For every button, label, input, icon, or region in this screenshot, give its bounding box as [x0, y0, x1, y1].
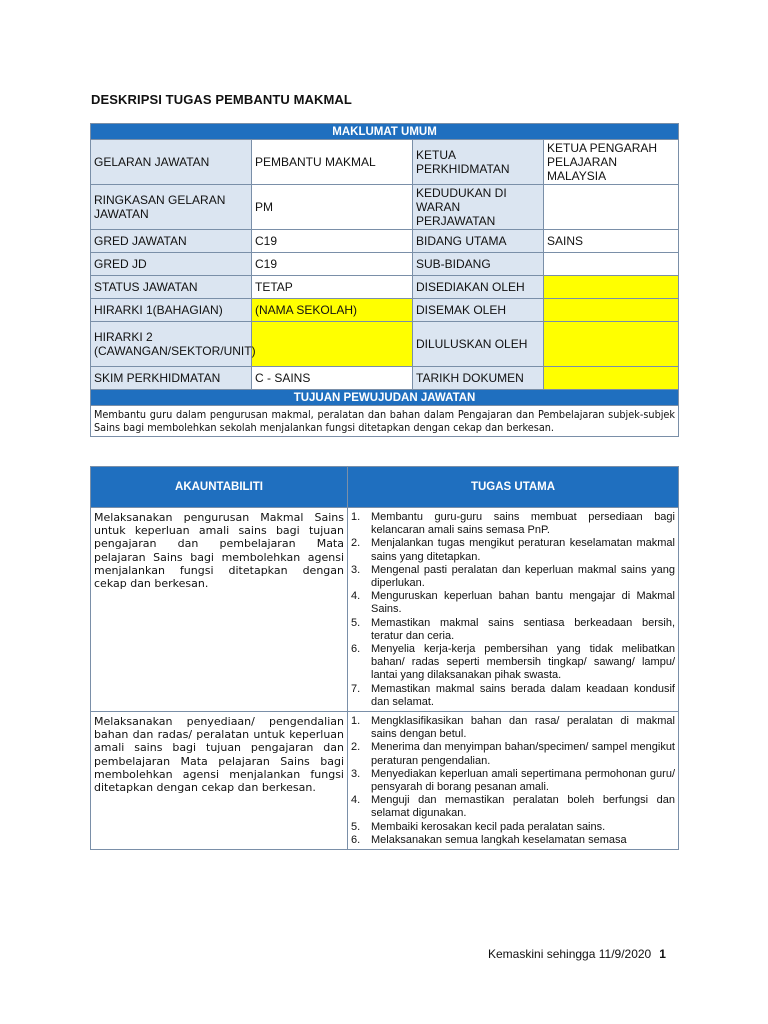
table-row	[91, 253, 679, 276]
field-value: C19	[252, 253, 413, 276]
purpose-header-row	[91, 390, 679, 406]
field-value: C19	[252, 230, 413, 253]
field-value: C - SAINS	[252, 367, 413, 390]
page-footer	[488, 947, 666, 961]
footer-updated-text: Kemaskini sehingga 11/9/2020	[488, 947, 652, 961]
list-text: Mengenal pasti peralatan dan keperluan makmal sains yang diperlukan.	[371, 563, 675, 590]
list-item	[351, 683, 675, 709]
document-title: DESKRIPSI TUGAS PEMBANTU MAKMAL	[91, 92, 352, 107]
list-item	[351, 794, 675, 820]
field-value-highlighted	[544, 299, 679, 322]
table-row	[91, 367, 679, 390]
field-value	[544, 253, 679, 276]
field-label: STATUS JAWATAN	[91, 276, 252, 299]
list-number: 6.	[351, 833, 361, 846]
accountability-text: Melaksanakan penyediaan/ pengendalian bahan dan radas/ peralatan untuk keperluan amali sains bagi tujuan pengajaran dan pembelajaran Mata pelajaran Sains bagi membolehkan agensi menjalankan fungsi ditetapkan dengan cekap dan berkesan.	[91, 712, 348, 850]
list-number: 5.	[351, 616, 361, 629]
field-label: HIRARKI 2 (CAWANGAN/SEKTOR/UNIT)	[91, 322, 252, 367]
list-number: 4.	[351, 794, 361, 807]
list-number: 5.	[351, 820, 361, 833]
table-row	[91, 406, 679, 437]
field-label: KEDUDUKAN DI WARAN PERJAWATAN	[413, 185, 544, 230]
purpose-text: Membantu guru dalam pengurusan makmal, peralatan dan bahan dalam Pengajaran dan Pembelajaran subjek-subjek Sains bagi membolehkan sekolah menjalankan fungsi ditetapkan dengan cekap dan berkesan.	[91, 406, 679, 437]
field-label: GRED JD	[91, 253, 252, 276]
general-info-header: MAKLUMAT UMUM	[91, 124, 679, 140]
list-text: Menguruskan keperluan bahan bantu mengajar di Makmal Sains.	[371, 590, 675, 616]
list-item	[351, 834, 675, 847]
field-value-highlighted	[252, 322, 413, 367]
list-text: Menguji dan memastikan peralatan boleh berfungsi dan selamat digunakan.	[371, 794, 675, 820]
list-text: Membantu guru-guru sains membuat persediaan bagi kelancaran amali sains semasa PnP.	[371, 511, 675, 537]
field-label: DISEMAK OLEH	[413, 299, 544, 322]
table-row	[91, 712, 679, 850]
field-value-highlighted	[544, 276, 679, 299]
list-text: Menyediakan keperluan amali sepertimana permohonan guru/ pensyarah di borang pesanan amali.	[371, 767, 675, 794]
field-value: TETAP	[252, 276, 413, 299]
duties-list	[351, 715, 675, 847]
list-number: 1.	[351, 511, 361, 523]
list-text: Melaksanakan semua langkah keselamatan semasa	[371, 833, 627, 846]
field-label: RINGKASAN GELARAN JAWATAN	[91, 185, 252, 230]
field-value-highlighted	[544, 322, 679, 367]
field-label: TARIKH DOKUMEN	[413, 367, 544, 390]
accountability-header: AKAUNTABILITI	[91, 467, 348, 508]
list-text: Mengklasifikasikan bahan dan rasa/ peralatan di makmal sains dengan betul.	[371, 715, 675, 741]
accountability-text: Melaksanakan pengurusan Makmal Sains untuk keperluan amali sains bagi tujuan pengajaran dan pembelajaran Mata pelajaran Sains bagi membolehkan agensi menjalankan fungsi ditetapkan dengan cekap dan berkesan.	[91, 508, 348, 712]
list-item	[351, 537, 675, 563]
field-label: GRED JAWATAN	[91, 230, 252, 253]
field-value: SAINS	[544, 230, 679, 253]
list-number: 7.	[351, 682, 361, 695]
list-text: Memastikan makmal sains berada dalam keadaan kondusif dan selamat.	[371, 682, 675, 708]
field-value-highlighted: (NAMA SEKOLAH)	[252, 299, 413, 322]
list-number: 4.	[351, 590, 361, 603]
general-info-table	[90, 123, 679, 437]
list-number: 6.	[351, 643, 361, 656]
table-row	[91, 230, 679, 253]
duties-cell	[348, 508, 679, 712]
list-item	[351, 590, 675, 616]
table-row	[91, 508, 679, 712]
list-item	[351, 821, 675, 834]
duties-table	[90, 466, 679, 850]
list-item	[351, 741, 675, 767]
page-number: 1	[659, 947, 666, 961]
list-number: 3.	[351, 767, 361, 780]
table-row	[91, 276, 679, 299]
general-info-header-row	[91, 124, 679, 140]
field-label: DISEDIAKAN OLEH	[413, 276, 544, 299]
list-item	[351, 643, 675, 683]
list-text: Membaiki kerosakan kecil pada peralatan sains.	[371, 820, 606, 833]
field-label: HIRARKI 1(BAHAGIAN)	[91, 299, 252, 322]
field-value: PM	[252, 185, 413, 230]
field-label: DILULUSKAN OLEH	[413, 322, 544, 367]
duties-header-row	[91, 467, 679, 508]
purpose-header: TUJUAN PEWUJUDAN JAWATAN	[91, 390, 679, 406]
table-row	[91, 185, 679, 230]
field-label: BIDANG UTAMA	[413, 230, 544, 253]
list-number: 3.	[351, 563, 361, 576]
list-number: 2.	[351, 537, 361, 550]
field-value: KETUA PENGARAH PELAJARAN MALAYSIA	[544, 140, 679, 185]
list-text: Menerima dan menyimpan bahan/specimen/ sampel mengikut peraturan pengendalian.	[371, 741, 675, 767]
list-text: Menyelia kerja-kerja pembersihan yang tidak melibatkan bahan/ radas seperti membersih tingkap/ sawang/ lampu/ lantai yang dilaksanakan pihak swasta.	[371, 643, 675, 682]
list-item	[351, 511, 675, 537]
field-label: SUB-BIDANG	[413, 253, 544, 276]
main-duties-header: TUGAS UTAMA	[348, 467, 679, 508]
table-row	[91, 140, 679, 185]
field-label: GELARAN JAWATAN	[91, 140, 252, 185]
list-number: 1.	[351, 715, 361, 728]
list-item	[351, 564, 675, 590]
list-text: Menjalankan tugas mengikut peraturan keselamatan makmal sains yang ditetapkan.	[371, 537, 675, 563]
duties-cell	[348, 712, 679, 850]
list-item	[351, 617, 675, 643]
field-label: KETUA PERKHIDMATAN	[413, 140, 544, 185]
field-value	[544, 185, 679, 230]
table-row	[91, 322, 679, 367]
list-text: Memastikan makmal sains sentiasa berkeadaan bersih, teratur dan ceria.	[371, 616, 675, 642]
list-item	[351, 715, 675, 741]
table-row	[91, 299, 679, 322]
field-value-highlighted	[544, 367, 679, 390]
field-label: SKIM PERKHIDMATAN	[91, 367, 252, 390]
list-number: 2.	[351, 741, 361, 754]
duties-list	[351, 511, 675, 709]
list-item	[351, 768, 675, 794]
field-value: PEMBANTU MAKMAL	[252, 140, 413, 185]
